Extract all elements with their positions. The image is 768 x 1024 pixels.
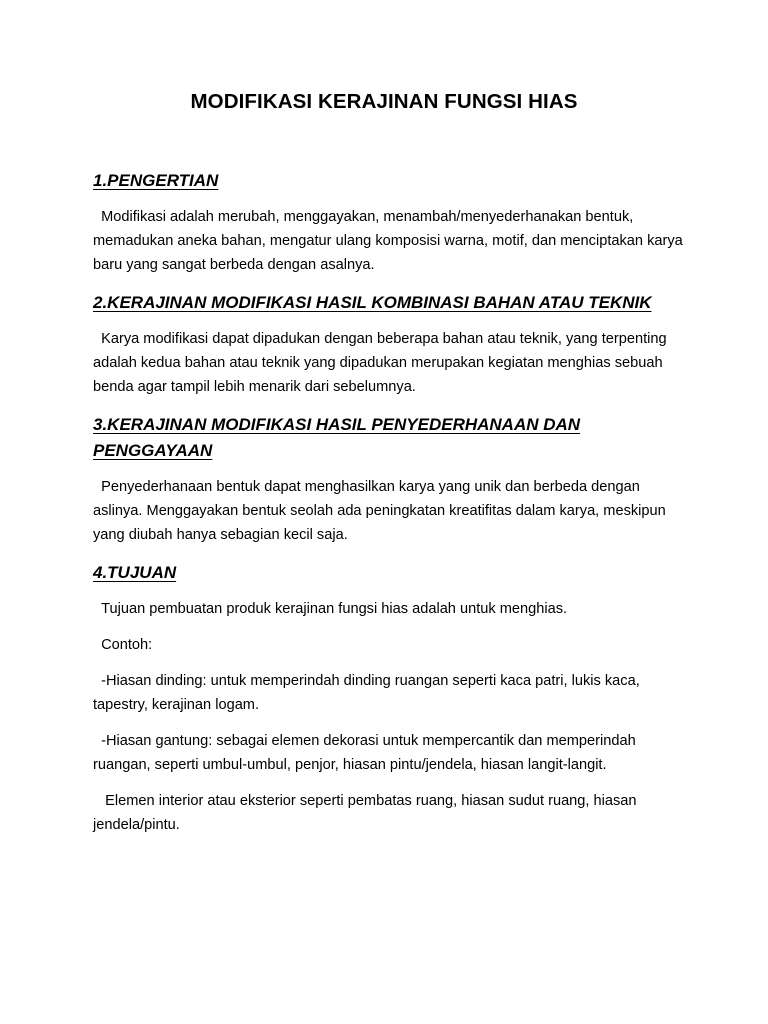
- section-heading-penyederhanaan: 3.KERAJINAN MODIFIKASI HASIL PENYEDERHANAAN DAN PENGGAYAAN: [93, 415, 581, 460]
- section-paragraph: Contoh:: [93, 637, 153, 653]
- section-paragraph: Penyederhanaan bentuk dapat menghasilkan karya yang unik dan berbeda dengan aslinya. Menggayakan bentuk seolah ada peningkatan kreatifitas dalam karya, meskipun yang diubah hanya sebagian kecil saja.: [93, 479, 670, 543]
- document-title: MODIFIKASI KERAJINAN FUNGSI HIAS: [190, 90, 578, 113]
- section-paragraph: Karya modifikasi dapat dipadukan dengan beberapa bahan atau teknik, yang terpenting adalah kedua bahan atau teknik yang dipadukan merupakan kegiatan menghias sebuah benda agar tampil lebih menarik dari sebelumnya.: [93, 331, 671, 395]
- section-paragraph: Elemen interior atau eksterior seperti pembatas ruang, hiasan sudut ruang, hiasan jendela/pintu.: [93, 793, 641, 833]
- document-body: [93, 168, 687, 849]
- section-paragraph: -Hiasan gantung: sebagai elemen dekorasi untuk mempercantik dan memperindah ruangan, seperti umbul-umbul, penjor, hiasan pintu/jendela, hiasan langit-langit.: [93, 733, 640, 773]
- section-heading-kombinasi: 2.KERAJINAN MODIFIKASI HASIL KOMBINASI BAHAN ATAU TEKNIK: [93, 293, 652, 312]
- section-paragraph: Tujuan pembuatan produk kerajinan fungsi hias adalah untuk menghias.: [93, 601, 568, 617]
- section-paragraph: Modifikasi adalah merubah, menggayakan, menambah/menyederhanakan bentuk, memadukan aneka bahan, mengatur ulang komposisi warna, motif, dan menciptakan karya baru yang sangat berbeda dengan asalnya.: [93, 209, 687, 273]
- section-heading-tujuan: 4.TUJUAN: [93, 563, 177, 582]
- section-heading-pengertian: 1.PENGERTIAN: [93, 171, 219, 190]
- section-paragraph: -Hiasan dinding: untuk memperindah dinding ruangan seperti kaca patri, lukis kaca, tapestry, kerajinan logam.: [93, 673, 644, 713]
